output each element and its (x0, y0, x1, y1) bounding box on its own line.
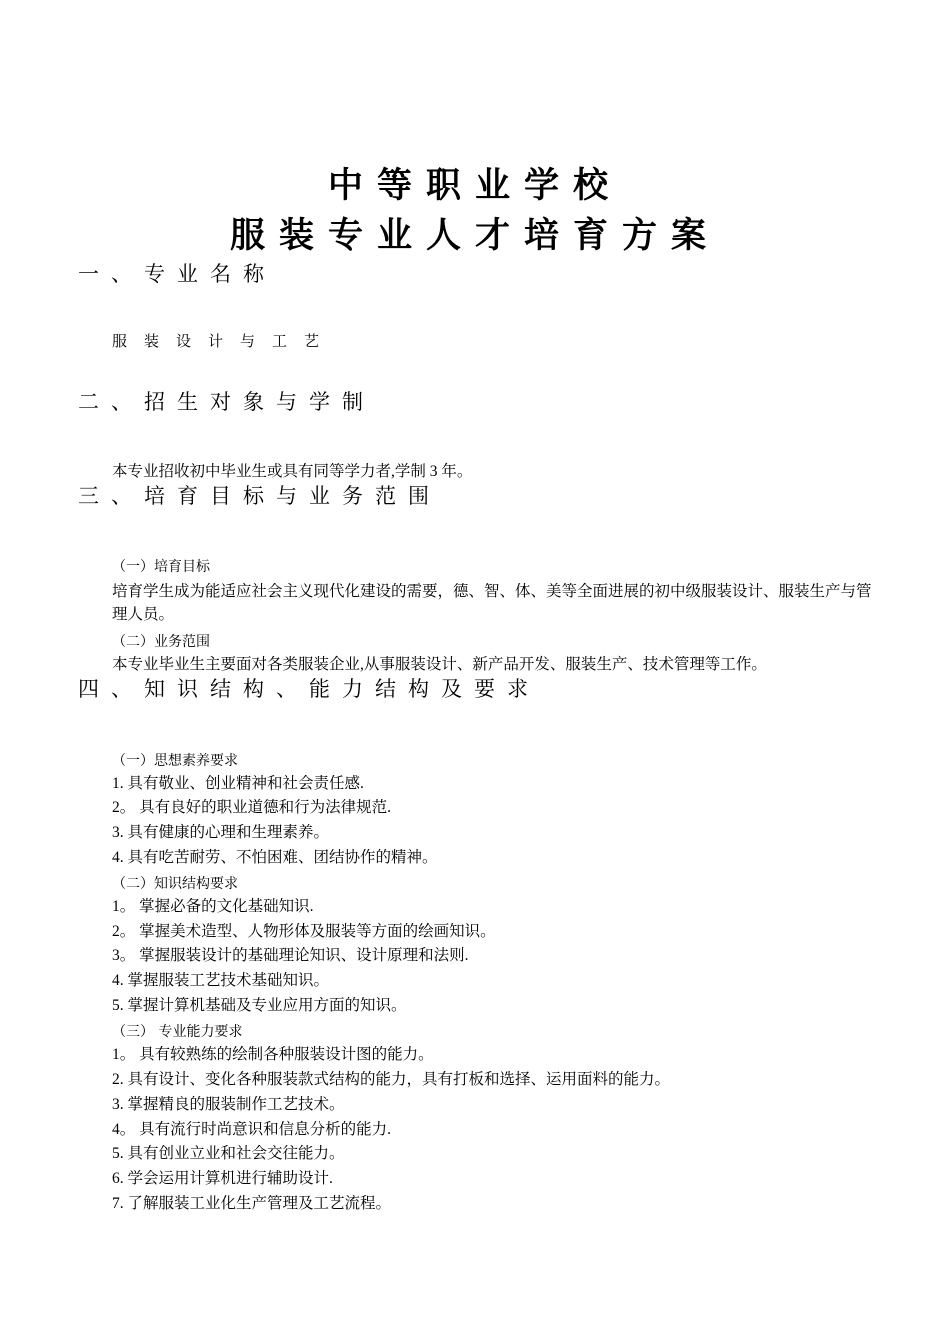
list-item: 4. 掌握服装工艺技术基础知识。 (112, 972, 330, 989)
subsection-title-ethics: （一）思想素养要求 (112, 753, 238, 769)
subsection-title-scope: （二）业务范围 (112, 634, 210, 650)
section-heading-1: 一、专业名称 (78, 262, 276, 286)
goals-paragraph: 培育学生成为能适应社会主义现代化建设的需要，德、智、体、美等全面进展的初中级服装设计、服装生产与管理人员。 (112, 583, 872, 623)
list-item: 6. 学会运用计算机进行辅助设计. (112, 1170, 333, 1187)
section-heading-3: 三、培育目标与业务范围 (78, 484, 441, 508)
subsection-title-knowledge: （二）知识结构要求 (112, 876, 238, 892)
list-item: 3. 掌握精良的服装制作工艺技术。 (112, 1096, 345, 1113)
enrollment-text: 本专业招收初中毕业生或具有同等学力者,学制 3 年。 (112, 463, 473, 480)
list-item: 4。 具有流行时尚意识和信息分析的能力. (112, 1121, 392, 1138)
list-item: 3. 具有健康的心理和生理素养。 (112, 824, 330, 841)
subsection-title-goals: （一）培育目标 (112, 559, 210, 575)
list-item: 7. 了解服装工业化生产管理及工艺流程。 (112, 1195, 392, 1212)
list-item: 2。 掌握美术造型、人物形体及服装等方面的绘画知识。 (112, 923, 496, 940)
scope-paragraph: 本专业毕业生主要面对各类服装企业,从事服装设计、新产品开发、服装生产、技术管理等工作。 (112, 656, 767, 673)
section-heading-4: 四、知识结构、能力结构及要求 (78, 677, 540, 701)
list-item: 4. 具有吃苦耐劳、不怕困难、团结协作的精神。 (112, 849, 438, 866)
list-item: 1。 具有较熟练的绘制各种服装设计图的能力。 (112, 1046, 434, 1063)
list-item: 2. 具有设计、变化各种服装款式结构的能力，具有打板和选择、运用面料的能力。 (112, 1071, 671, 1088)
list-item: 1. 具有敬业、创业精神和社会责任感. (112, 775, 364, 792)
section-heading-2: 二、招生对象与学制 (78, 390, 375, 414)
subsection-title-abilities: （三） 专业能力要求 (112, 1024, 243, 1040)
list-item: 3。 掌握服装设计的基础理论知识、设计原理和法则. (112, 947, 469, 964)
list-item: 2。 具有良好的职业道德和行为法律规范. (112, 799, 392, 816)
document-title-line1: 中等职业学校 (327, 166, 622, 206)
document-title-line2: 服装专业人才培育方案 (229, 216, 720, 256)
major-name: 服装设计与工艺 (112, 334, 337, 350)
list-item: 5. 掌握计算机基础及专业应用方面的知识。 (112, 997, 407, 1014)
list-item: 1。 掌握必备的文化基础知识. (112, 898, 314, 915)
list-item: 5. 具有创业立业和社会交往能力。 (112, 1145, 345, 1162)
